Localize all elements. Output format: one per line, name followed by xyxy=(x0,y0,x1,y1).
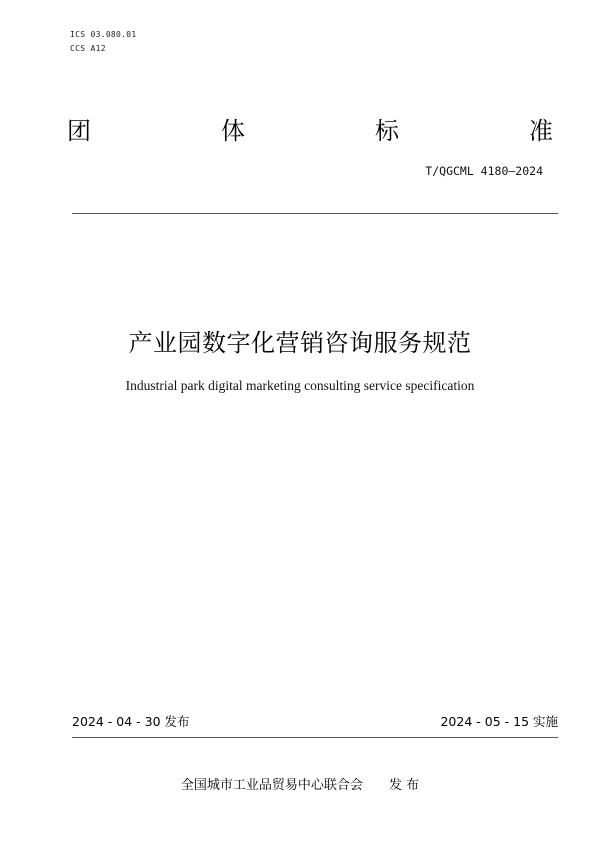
title-chinese: 产业园数字化营销咨询服务规范 xyxy=(128,329,472,357)
implement-date: 2024 - 05 - 15 实施 xyxy=(440,714,558,729)
title-english: Industrial park digital marketing consulting service specification xyxy=(125,378,475,393)
standard-type-heading xyxy=(67,116,553,146)
standard-type-char: 标 xyxy=(375,117,399,145)
ccs-code: CCS A12 xyxy=(70,44,106,53)
standard-number: T/QGCML 4180—2024 xyxy=(425,164,543,178)
standard-type-char: 体 xyxy=(221,117,245,145)
publish-date: 2024 - 04 - 30 发布 xyxy=(72,714,190,729)
standard-type-char: 团 xyxy=(67,117,91,145)
top-divider xyxy=(72,213,558,214)
bottom-divider xyxy=(72,737,558,738)
standard-type-char: 准 xyxy=(529,117,553,145)
date-row xyxy=(72,714,558,730)
ics-code: ICS 03.080.01 xyxy=(70,30,137,39)
publisher-name: 全国城市工业品贸易中心联合会 xyxy=(180,778,363,793)
publisher-action: 发 布 xyxy=(388,778,420,793)
publisher-line xyxy=(0,777,600,795)
